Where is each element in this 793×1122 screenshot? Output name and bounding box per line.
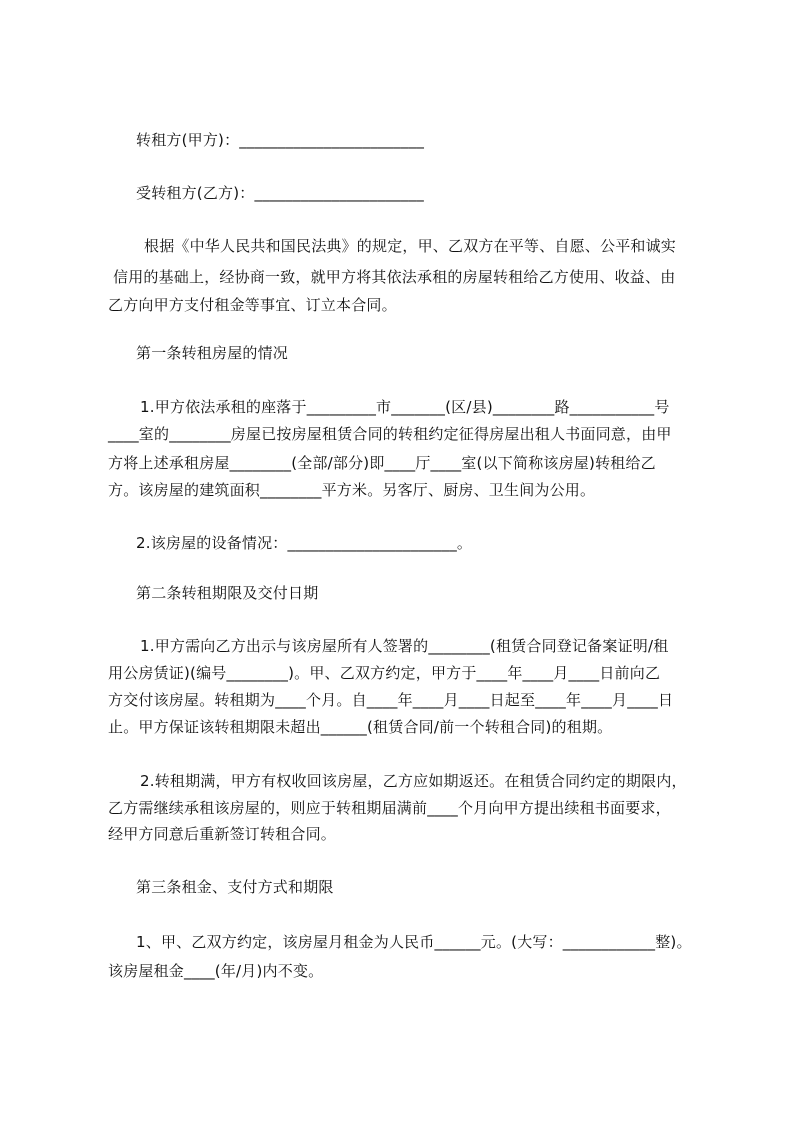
article-2-item-1-line-4: 止。甲方保证该转租期限未超出______(租赁合同/前一个转租合同)的租期。 xyxy=(108,718,613,736)
article-3-item-1-line-1: 1、甲、乙双方约定，该房屋月租金为人民币______元。(大写：____________整)。 xyxy=(136,933,692,951)
preamble-line-3: 乙方向甲方支付租金等事宜、订立本合同。 xyxy=(108,296,397,314)
article-2-item-1-line-2: 用公房赁证)(编号________)。甲、乙双方约定，甲方于____年____月____日前向乙 xyxy=(108,664,661,682)
article-3-item-1-line-2: 该房屋租金____(年/月)内不变。 xyxy=(108,962,324,980)
article-1-item-1-line-3: 方将上述承租房屋________(全部/部分)即____厅____室(以下简称该房屋)转租给乙 xyxy=(108,454,656,472)
preamble-line-2: 信用的基础上，经协商一致，就甲方将其依法承租的房屋转租给乙方使用、收益、由 xyxy=(113,268,676,286)
sublessor-line: 转租方(甲方)：________________________ xyxy=(136,131,425,149)
article-3-heading: 第三条租金、支付方式和期限 xyxy=(136,878,334,896)
article-2-heading: 第二条转租期限及交付日期 xyxy=(136,584,319,602)
article-2-item-1-line-3: 方交付该房屋。转租期为____个月。自____年____月____日起至____年____月____日 xyxy=(108,691,674,709)
article-2-item-2-line-1: 2.转租期满，甲方有权收回该房屋，乙方应如期返还。在租赁合同约定的期限内， xyxy=(140,772,687,790)
article-2-item-1-line-1: 1.甲方需向乙方出示与该房屋所有人签署的________(租赁合同登记备案证明/租 xyxy=(140,637,669,655)
article-1-item-1-line-1: 1.甲方依法承租的座落于_________市_______(区/县)________路___________号 xyxy=(140,398,670,416)
article-1-item-2: 2.该房屋的设备情况：______________________。 xyxy=(136,534,473,552)
article-2-item-2-line-3: 经甲方同意后重新签订转租合同。 xyxy=(108,825,337,843)
article-1-heading: 第一条转租房屋的情况 xyxy=(136,344,289,362)
article-2-item-2-line-2: 乙方需继续承租该房屋的，则应于转租期届满前____个月向甲方提出续租书面要求， xyxy=(108,799,671,817)
article-1-item-1-line-4: 方。该房屋的建筑面积________平方米。另客厅、厨房、卫生间为公用。 xyxy=(108,481,596,499)
preamble-line-1: 根据《中华人民共和国民法典》的规定，甲、乙双方在平等、自愿、公平和诚实 xyxy=(144,237,677,255)
article-1-item-1-line-2: ____室的________房屋已按房屋租赁合同的转租约定征得房屋出租人书面同意，由甲 xyxy=(108,425,672,443)
sublessee-line: 受转租方(乙方)：______________________ xyxy=(136,184,424,202)
